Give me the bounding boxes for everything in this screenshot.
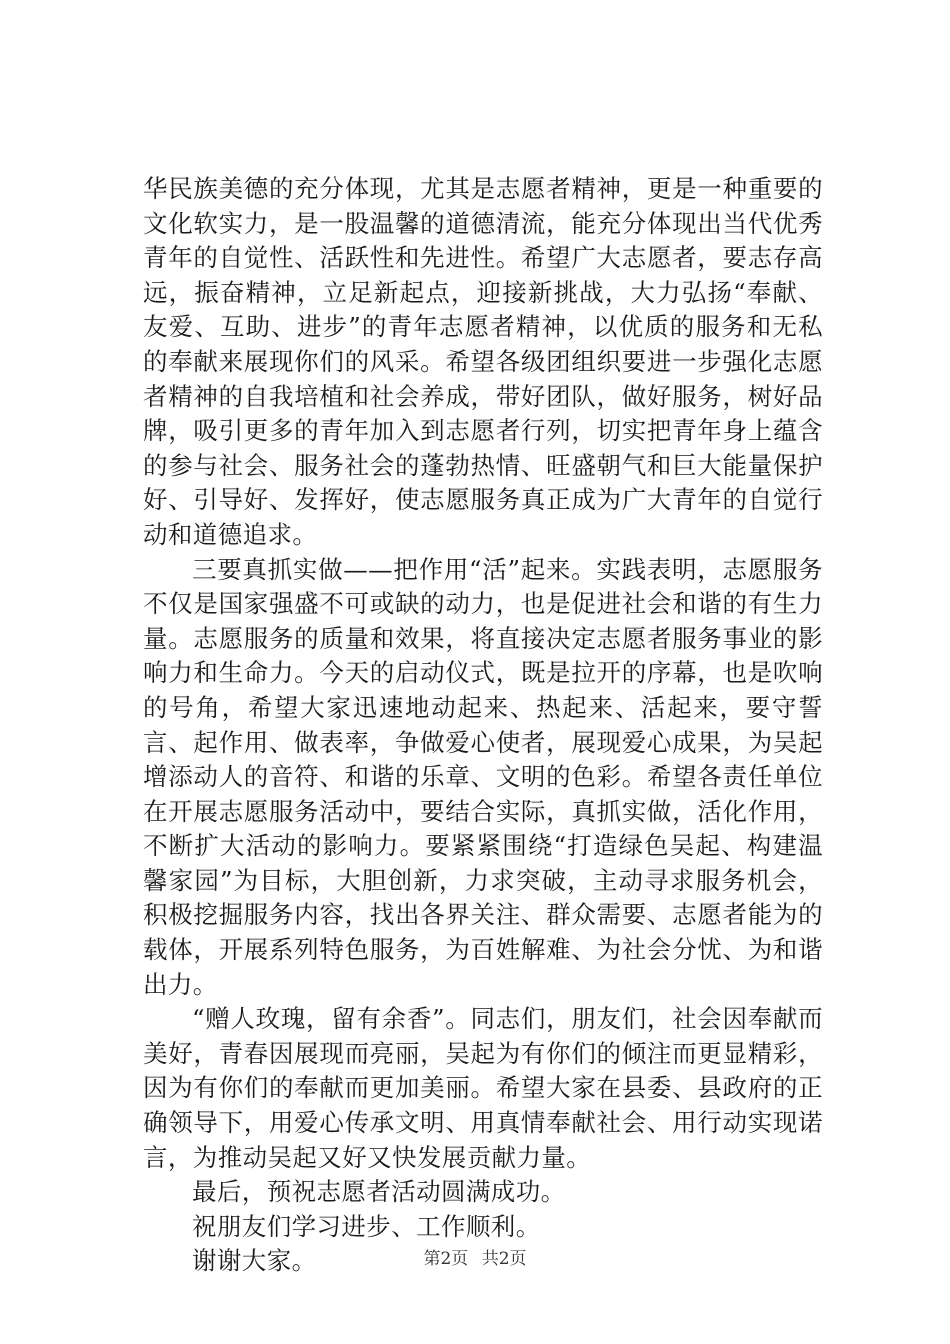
page-footer bbox=[0, 1244, 950, 1269]
paragraph-wishes-friends: 祝朋友们学习进步、工作顺利。 bbox=[192, 1211, 541, 1241]
document-body bbox=[143, 172, 823, 1279]
paragraph-wishes-success: 最后，预祝志愿者活动圆满成功。 bbox=[192, 1177, 566, 1207]
page-number-total: 共2页 bbox=[481, 1249, 527, 1269]
paragraph-closing-quote: “赠人玫瑰，留有余香”。同志们，朋友们，社会因奉献而美好，青春因展现而亮丽，吴起为有你们的倾注而更显精彩，因为有你们的奉献而更加美丽。希望大家在县委、县政府的正确领导下，用爱心传承文明、用真情奉献社会、用行动实现诺言，为推动吴起又好又快发展贡献力量。 bbox=[143, 1004, 823, 1172]
paragraph-third-point: 三要真抓实做——把作用“活”起来。实践表明，志愿服务不仅是国家强盛不可或缺的动力，也是促进社会和谐的有生力量。志愿服务的质量和效果，将直接决定志愿者服务事业的影响力和生命力。今天的启动仪式，既是拉开的序幕，也是吹响的号角，希望大家迅速地动起来、热起来、活起来，要守誓言、起作用、做表率，争做爱心使者，展现爱心成果，为吴起增添动人的音符、和谐的乐章、文明的色彩。希望各责任单位在开展志愿服务活动中，要结合实际，真抓实做，活化作用，不断扩大活动的影响力。要紧紧围绕“打造绿色吴起、构建温馨家园”为目标，大胆创新，力求突破，主动寻求服务机会，积极挖掘服务内容，找出各界关注、群众需要、志愿者能为的载体，开展系列特色服务，为百姓解难、为社会分忧、为和谐出力。 bbox=[143, 554, 823, 999]
paragraph-continuation: 华民族美德的充分体现，尤其是志愿者精神，更是一种重要的文化软实力，是一股温馨的道德清流，能充分体现出当代优秀青年的自觉性、活跃性和先进性。希望广大志愿者，要志存高远，振奋精神，立足新起点，迎接新挑战，大力弘扬“奉献、友爱、互助、进步”的青年志愿者精神，以优质的服务和无私的奉献来展现你们的风采。希望各级团组织要进一步强化志愿者精神的自我培植和社会养成，带好团队，做好服务，树好品牌，吸引更多的青年加入到志愿者行列，切实把青年身上蕴含的参与社会、服务社会的蓬勃热情、旺盛朝气和巨大能量保护好、引导好、发挥好，使志愿服务真正成为广大青年的自觉行动和道德追求。 bbox=[143, 174, 823, 549]
page-number-current: 第2页 bbox=[423, 1249, 469, 1269]
paragraph-thanks: 谢谢大家。 bbox=[192, 1246, 317, 1276]
